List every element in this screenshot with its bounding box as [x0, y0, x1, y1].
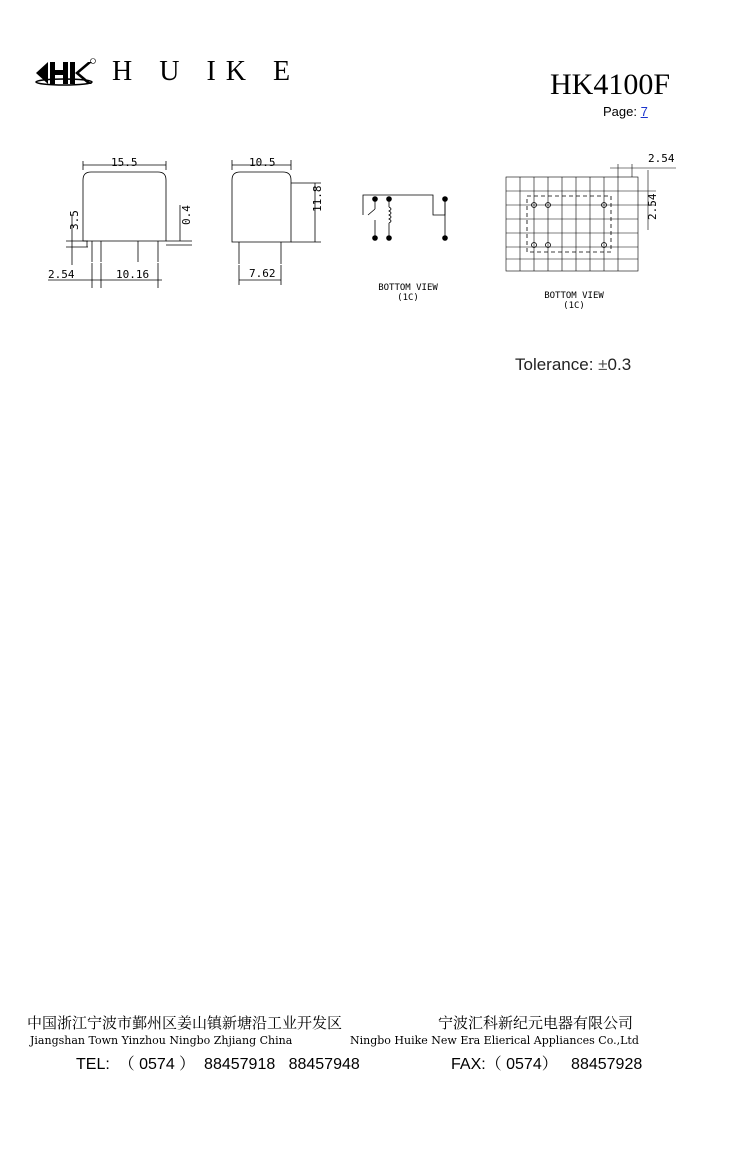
footprint-grid-drawing — [500, 150, 685, 280]
front-view-drawing — [40, 150, 200, 295]
dim-pin-offset: 0.4 — [180, 205, 193, 225]
footer-tel: TEL: （ 0574 ） 88457918 88457948 — [76, 1056, 360, 1073]
side-view-drawing — [225, 150, 325, 295]
tolerance-label: Tolerance: — [515, 355, 594, 374]
tolerance-value: 0.3 — [607, 355, 632, 374]
footer-company-en: Ningbo Huike New Era Elierical Appliances Co.,Ltd — [350, 1034, 639, 1047]
footer-company-cn: 宁波汇科新纪元电器有限公司 — [438, 1014, 634, 1032]
schematic-caption — [360, 283, 456, 303]
schematic-label: BOTTOM VIEW — [378, 283, 438, 293]
schematic-sublabel: (1C) — [397, 293, 419, 303]
page-indicator — [603, 104, 648, 119]
dim-grid-side: 2.54 — [646, 193, 659, 220]
dim-side-width: 10.5 — [249, 156, 276, 169]
plus-minus-symbol: ± — [598, 355, 608, 374]
footer-address-en: Jiangshan Town Yinzhou Ningbo Zhjiang China — [30, 1034, 293, 1047]
relay-outline — [527, 196, 611, 252]
footprint-sublabel: (1C) — [563, 301, 585, 311]
page-label: Page: — [603, 104, 637, 119]
dim-pitch-left: 2.54 — [48, 268, 75, 281]
footer-address-cn: 中国浙江宁波市鄞州区姜山镇新塘沿工业开发区 — [27, 1014, 343, 1032]
footprint-caption — [526, 291, 622, 311]
dim-pin-spacing: 7.62 — [249, 267, 276, 280]
dim-front-width: 15.5 — [111, 156, 138, 169]
schematic-diagram — [350, 185, 460, 255]
brand-name: H U IK E — [112, 56, 301, 87]
dim-pitch-span: 10.16 — [116, 268, 150, 281]
dim-pin-height: 3.5 — [68, 210, 81, 230]
footprint-label: BOTTOM VIEW — [544, 291, 604, 301]
footer-fax: FAX:（ 0574） 88457928 — [451, 1056, 643, 1073]
model-number: HK4100F — [550, 68, 671, 101]
dim-grid-top: 2.54 — [648, 152, 675, 165]
dim-side-height: 11.8 — [311, 185, 324, 212]
huike-logo — [34, 58, 96, 88]
page-number-link[interactable]: 7 — [640, 104, 648, 119]
tolerance-note — [515, 355, 631, 375]
